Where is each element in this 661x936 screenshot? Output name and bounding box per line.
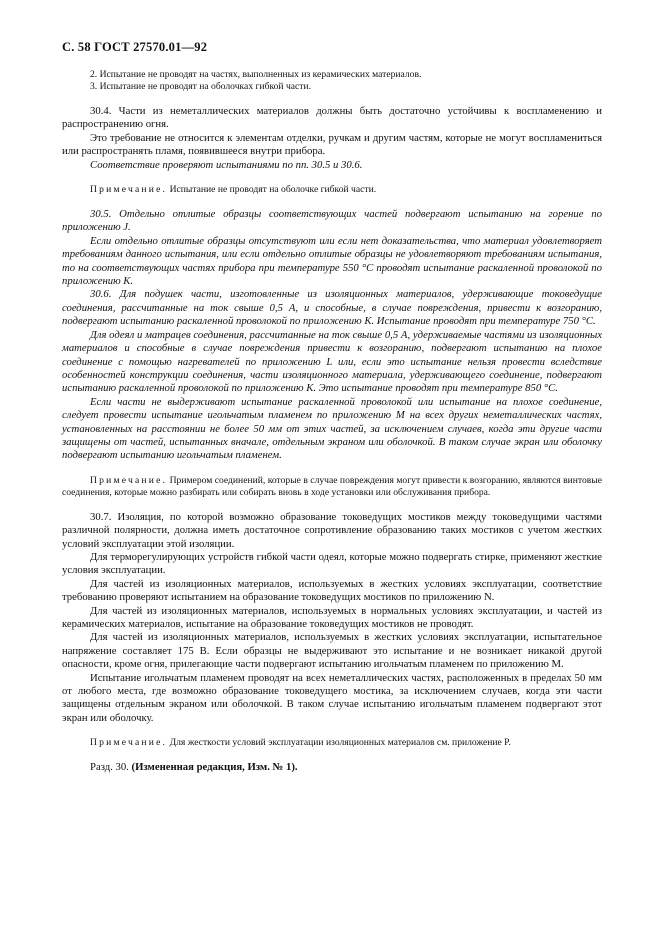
note-block bbox=[62, 737, 602, 749]
clause-30-7-p2: Для терморегулирующих устройств гибкой части одеял, которые можно подвергать стирке, применяют жесткие условия эксплуатации. bbox=[62, 550, 602, 577]
clause-30-4-p2: Это требование не относится к элементам отделки, ручкам и другим частям, которые не могут воспламениться или распространять пламя, появившееся внутри прибора. bbox=[62, 131, 602, 158]
note-2: 2. Испытание не проводят на частях, выполненных из керамических материалов. bbox=[90, 69, 422, 80]
document-page bbox=[62, 40, 602, 775]
amendment-bold: (Измененная редакция, Изм. № 1). bbox=[131, 761, 298, 774]
clause-30-4: 30.4. Части из неметаллических материалов должны быть достаточно устойчивы к воспламенению и распространению огня. bbox=[62, 105, 602, 131]
note-label: Примечание. bbox=[90, 184, 168, 196]
note-text: Для жесткости условий эксплуатации изоляционных материалов см. приложение P. bbox=[169, 737, 511, 749]
clause-30-6-p3: Если части не выдерживают испытание раскаленной проволокой или испытание на плохое соединение, следует провести испытание игольчатым пламенем по приложению M на всех других неметаллических частях, установленных на расстоянии не более 50 мм от этих частей, за исключением случаев, когда эти другие части защищены от частей, испытанных вначале, отдельным экраном или оболочкой. В таком случае экран или оболочку подвергают испытанию игольчатым пламенем. bbox=[62, 395, 602, 462]
note-block bbox=[62, 475, 602, 499]
clause-30-7: 30.7. Изоляция, по которой возможно образование токоведущих мостиков между токоведущими частями различной полярности, должна иметь достаточное сопротивление образованию таких мостиков с учетом жестких условий эксплуатации этой изоляции. bbox=[62, 510, 602, 550]
note-label: Примечание. bbox=[90, 737, 168, 749]
amendment-prefix: Разд. 30. bbox=[90, 761, 129, 774]
clause-30-7-p6: Испытание игольчатым пламенем проводят на всех неметаллических частях, расположенных в пределах 50 мм от любого места, где возможно образование токоведущего мостика, за исключением случаев, когда эти части защищены отдельным экраном или оболочкой. В таком случае испытанию игольчатым пламенем подвергают этот экран или оболочку. bbox=[62, 671, 602, 724]
note-3: 3. Испытание не проводят на оболочках гибкой части. bbox=[90, 81, 312, 92]
clause-30-7-p5: Для частей из изоляционных материалов, используемых в жестких условиях эксплуатации, испытательное напряжение составляет 175 В. Если образцы не выдерживают это испытание и не возникает никакой другой опасности, кроме огня, прилегающие части подвергают испытанию игольчатым пламенем по приложению M. bbox=[62, 631, 602, 671]
note-block bbox=[62, 184, 602, 196]
note-text: Испытание не проводят на оболочке гибкой части. bbox=[169, 184, 377, 196]
clause-30-6: 30.6. Для подушек части, изготовленные из изоляционных материалов, удерживающие токоведущие соединения, рассчитанные на ток свыше 0,5 А, и способные, в случае повреждения, привести к возгоранию, подвергают испытанию раскаленной проволокой по приложению K. Испытание проводят при температуре 750 °С. bbox=[62, 288, 602, 328]
clause-30-4-compliance: Соответствие проверяют испытаниями по пп. 30.5 и 30.6. bbox=[90, 158, 363, 171]
clause-30-6-p2: Для одеял и матрацев соединения, рассчитанные на ток свыше 0,5 А, удерживаемые частями из изоляционных материалов и способные в случае повреждения привести к возгоранию, подвергают испытанию на плохое соединение с помощью нагревателей по приложению L или, если это испытание нельзя провести вследствие особенностей конструкции соединения, части изоляционного материала, удерживающего соединение, подвергают испытанию раскаленной проволокой по приложению K. Это испытание проводят при температуре 850 °С. bbox=[62, 328, 602, 395]
page-header: С. 58 ГОСТ 27570.01—92 bbox=[62, 40, 208, 54]
amendment-note bbox=[62, 761, 602, 774]
clause-30-5-p2: Если отдельно отлитые образцы отсутствуют или если нет доказательства, что материал удовлетворяет требованиям данного испытания, или если отдельно отлитые образцы не удовлетворяют требованиям испытания, то на соответствующих частях прибора при температуре 550 °С проводят испытание раскаленной проволокой по приложению K. bbox=[62, 234, 602, 288]
note-text: Примером соединений, которые в случае повреждения могут привести к возгоранию, являются винтовые соединения, которые можно разбирать или собирать вновь в ходе установки или обслуживания прибора. bbox=[62, 474, 602, 498]
clause-30-7-p4: Для частей из изоляционных материалов, используемых в нормальных условиях эксплуатации, и частей из керамических материалов, испытание на образование токоведущих мостиков не проводят. bbox=[62, 604, 602, 630]
note-label: Примечание. bbox=[90, 474, 168, 486]
clause-30-7-p3: Для частей из изоляционных материалов, используемых в жестких условиях эксплуатации, соответствие требованию проверяют испытанием на образование токоведущих мостиков по приложению N. bbox=[62, 577, 602, 604]
clause-30-5: 30.5. Отдельно отлитые образцы соответствующих частей подвергают испытанию на горение по приложению J. bbox=[62, 208, 602, 234]
